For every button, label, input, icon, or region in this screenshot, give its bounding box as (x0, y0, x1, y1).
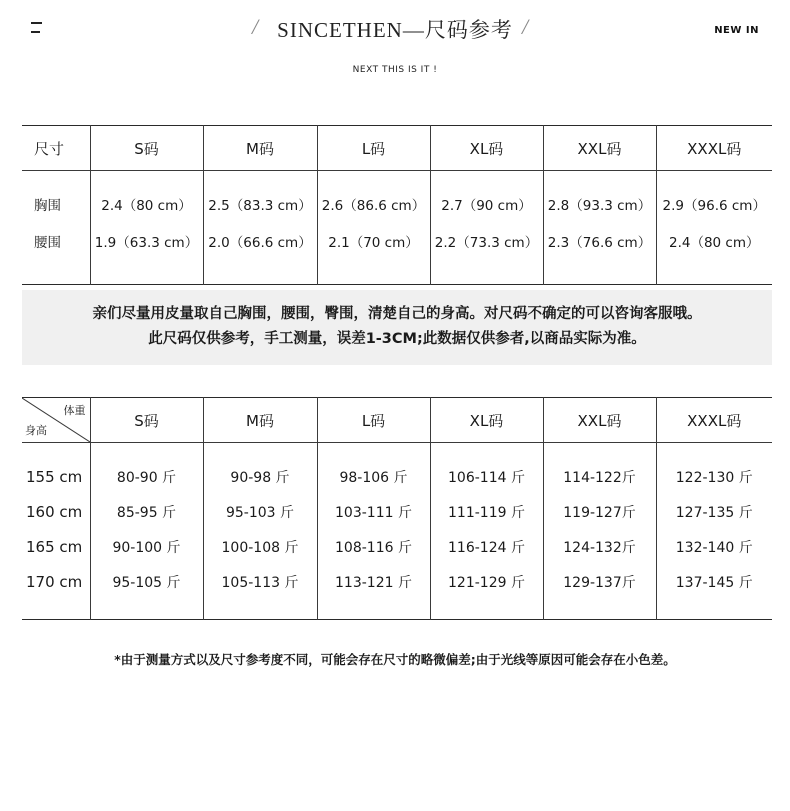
corner-header-cell (22, 398, 90, 443)
footer-note: *由于测量方式以及尺寸参考度不同，可能会存在尺寸的略微偏差;由于光线等原因可能会存在小色差。 (114, 652, 676, 667)
table-row (22, 443, 772, 495)
chest-value: 2.9（96.6 cm） (662, 198, 766, 214)
size-cell (317, 171, 430, 285)
waist-value: 2.0（66.6 cm） (208, 235, 312, 251)
weight-cell: 127-135 斤 (656, 494, 772, 529)
chest-value: 2.6（86.6 cm） (321, 198, 426, 214)
header-cell: XXL码 (543, 398, 656, 443)
chest-label: 胸围 (34, 198, 61, 214)
waist-value: 2.2（73.3 cm） (434, 235, 539, 251)
header-cell: L码 (317, 126, 430, 171)
weight-cell: 90-100 斤 (90, 529, 203, 564)
height-cell: 160 cm (22, 494, 90, 529)
new-in-link[interactable]: NEW IN (714, 25, 759, 36)
header-cell: XL码 (430, 398, 543, 443)
header-cell: XXXL码 (656, 126, 772, 171)
slash-decoration: / (522, 14, 529, 39)
height-cell: 155 cm (22, 443, 90, 495)
weight-cell: 85-95 斤 (90, 494, 203, 529)
weight-cell: 111-119 斤 (430, 494, 543, 529)
weight-cell: 106-114 斤 (430, 443, 543, 495)
chest-value: 2.4（80 cm） (101, 198, 192, 214)
weight-cell: 137-145 斤 (656, 564, 772, 620)
table-row (22, 529, 772, 564)
measurement-notice (22, 290, 772, 365)
chest-value: 2.7（90 cm） (441, 198, 532, 214)
header-cell: S码 (90, 126, 203, 171)
size-cell (203, 171, 317, 285)
table-row (22, 171, 772, 285)
header-cell: M码 (203, 398, 317, 443)
weight-cell: 80-90 斤 (90, 443, 203, 495)
weight-cell: 95-103 斤 (203, 494, 317, 529)
waist-label: 腰围 (34, 235, 61, 251)
table-header-row (22, 398, 772, 443)
header-cell: S码 (90, 398, 203, 443)
weight-cell: 132-140 斤 (656, 529, 772, 564)
chest-value: 2.5（83.3 cm） (208, 198, 312, 214)
weight-corner-label: 体重 (63, 404, 86, 417)
weight-cell: 124-132斤 (543, 529, 656, 564)
weight-cell: 90-98 斤 (203, 443, 317, 495)
notice-line: 亲们尽量用皮量取自己胸围，腰围，臀围，清楚自己的身高。对尺码不确定的可以咨询客服哦。 (92, 306, 702, 322)
weight-cell: 113-121 斤 (317, 564, 430, 620)
weight-cell: 116-124 斤 (430, 529, 543, 564)
height-cell: 170 cm (22, 564, 90, 620)
height-weight-table (22, 397, 772, 620)
size-cell (430, 171, 543, 285)
waist-value: 2.4（80 cm） (668, 235, 760, 251)
weight-cell: 119-127斤 (543, 494, 656, 529)
table-row (22, 564, 772, 620)
weight-cell: 98-106 斤 (317, 443, 430, 495)
weight-cell: 114-122斤 (543, 443, 656, 495)
waist-value: 2.3（76.6 cm） (547, 235, 652, 251)
height-cell: 165 cm (22, 529, 90, 564)
size-measurement-table (22, 125, 772, 285)
weight-cell: 103-111 斤 (317, 494, 430, 529)
header-cell: M码 (203, 126, 317, 171)
waist-value: 1.9（63.3 cm） (94, 235, 199, 251)
waist-value: 2.1（70 cm） (328, 235, 419, 251)
size-cell (90, 171, 203, 285)
weight-cell: 129-137斤 (543, 564, 656, 620)
weight-cell: 95-105 斤 (90, 564, 203, 620)
header-cell: XXXL码 (656, 398, 772, 443)
weight-cell: 105-113 斤 (203, 564, 317, 620)
header-cell: L码 (317, 398, 430, 443)
page-title: SINCETHEN—尺码参考 (277, 18, 513, 42)
size-cell (543, 171, 656, 285)
table-row (22, 494, 772, 529)
tagline: NEXT THIS IS IT ! (352, 65, 438, 75)
header-cell: XXL码 (543, 126, 656, 171)
chest-value: 2.8（93.3 cm） (547, 198, 652, 214)
weight-cell: 108-116 斤 (317, 529, 430, 564)
table-header-row (22, 126, 772, 171)
header-cell: XL码 (430, 126, 543, 171)
slash-decoration: / (252, 14, 259, 39)
notice-line: 此尺码仅供参考，手工测量，误差1-3CM;此数据仅供参者,以商品实际为准。 (148, 331, 646, 347)
size-cell (656, 171, 772, 285)
header-cell: 尺寸 (22, 126, 90, 171)
height-corner-label: 身高 (25, 424, 47, 437)
weight-cell: 121-129 斤 (430, 564, 543, 620)
weight-cell: 122-130 斤 (656, 443, 772, 495)
weight-cell: 100-108 斤 (203, 529, 317, 564)
row-label-cell (22, 171, 90, 285)
